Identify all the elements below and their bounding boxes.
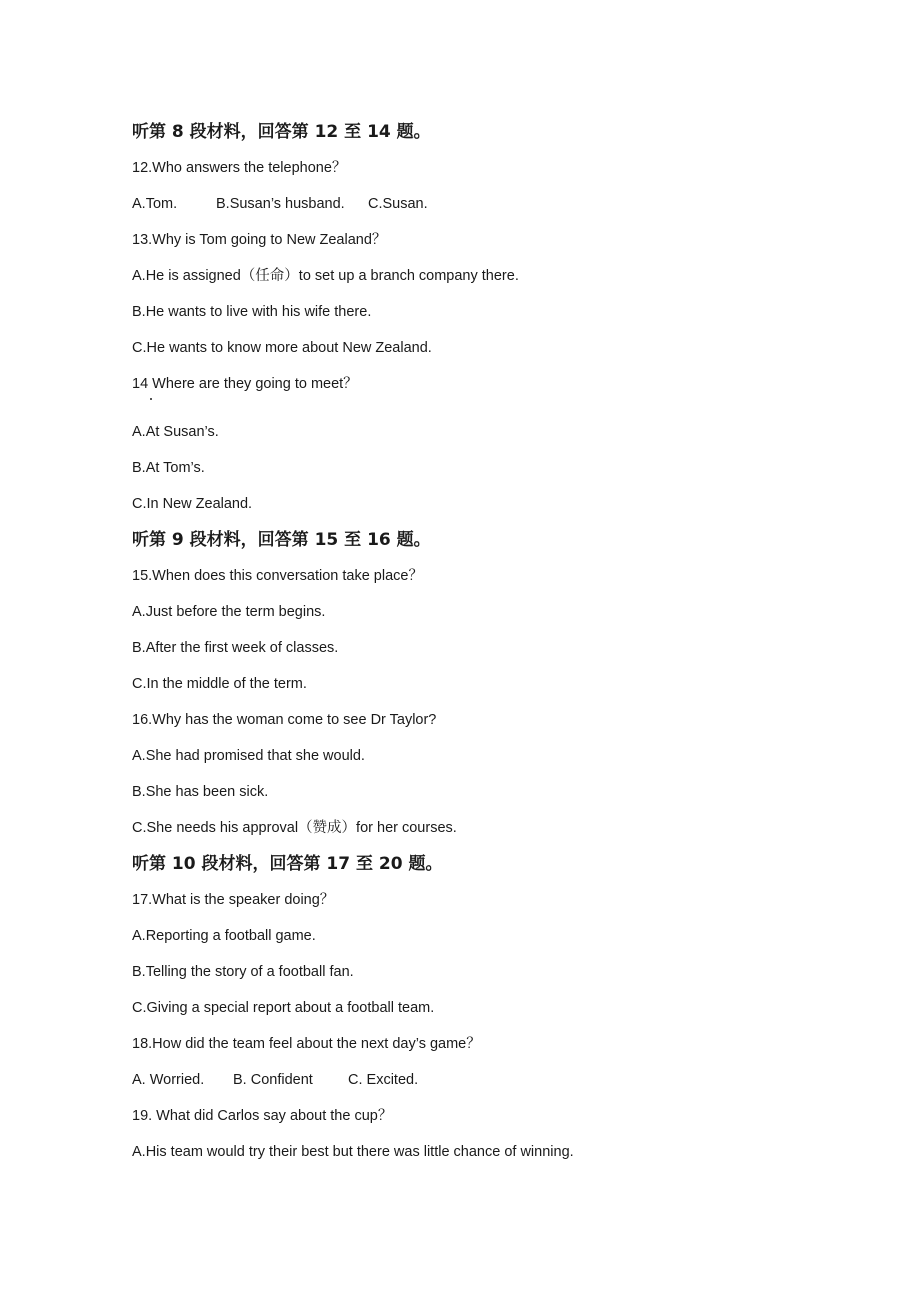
option-c: C.He wants to know more about New Zealand. — [132, 340, 432, 356]
option-a: A.He is assigned（任命）to set up a branch company there. — [132, 268, 519, 284]
question-16: 16.Why has the woman come to see Dr Taylor? — [132, 712, 437, 728]
option-c: C.In New Zealand. — [132, 496, 253, 512]
question-18: 18.How did the team feel about the next day’s game？ — [132, 1036, 481, 1052]
option-c: C.Giving a special report about a football team. — [132, 1000, 435, 1016]
option-a: A.Tom. — [132, 196, 178, 212]
option-b: B.She has been sick. — [132, 784, 269, 800]
document-page — [132, 114, 852, 1170]
question-12: 12.Who answers the telephone？ — [132, 160, 347, 176]
option-a: A.At Susan’s. — [132, 424, 219, 440]
option-a: A.She had promised that she would. — [132, 748, 365, 764]
question-18-options — [132, 1062, 852, 1098]
question-12-options — [132, 186, 852, 222]
section-heading-10: 听第 10 段材料，回答第 17 至 20 题。 — [132, 854, 443, 874]
question-15: 15.When does this conversation take place？ — [132, 568, 423, 584]
question-17: 17.What is the speaker doing？ — [132, 892, 335, 908]
option-c: C.She needs his approval（赞成）for her courses. — [132, 820, 457, 836]
question-14: 14 Where are they going to meet？ — [132, 376, 358, 392]
option-b: B.After the first week of classes. — [132, 640, 339, 656]
option-a: A. Worried. — [132, 1072, 205, 1088]
option-c: C. Excited. — [348, 1072, 419, 1088]
spacer — [132, 402, 852, 414]
option-b: B.Telling the story of a football fan. — [132, 964, 354, 980]
option-b: B.He wants to live with his wife there. — [132, 304, 372, 320]
option-a: A.His team would try their best but there was little chance of winning. — [132, 1144, 574, 1160]
option-b: B.Susan’s husband. — [216, 196, 345, 212]
option-c: C.Susan. — [368, 196, 428, 212]
option-b: B.At Tom’s. — [132, 460, 205, 476]
section-heading-8: 听第 8 段材料，回答第 12 至 14 题。 — [132, 122, 431, 142]
option-b: B. Confident — [233, 1072, 313, 1088]
section-heading-9: 听第 9 段材料，回答第 15 至 16 题。 — [132, 530, 431, 550]
question-19: 19. What did Carlos say about the cup？ — [132, 1108, 393, 1124]
option-c: C.In the middle of the term. — [132, 676, 307, 692]
question-13: 13.Why is Tom going to New Zealand？ — [132, 232, 387, 248]
option-a: A.Reporting a football game. — [132, 928, 316, 944]
option-a: A.Just before the term begins. — [132, 604, 326, 620]
